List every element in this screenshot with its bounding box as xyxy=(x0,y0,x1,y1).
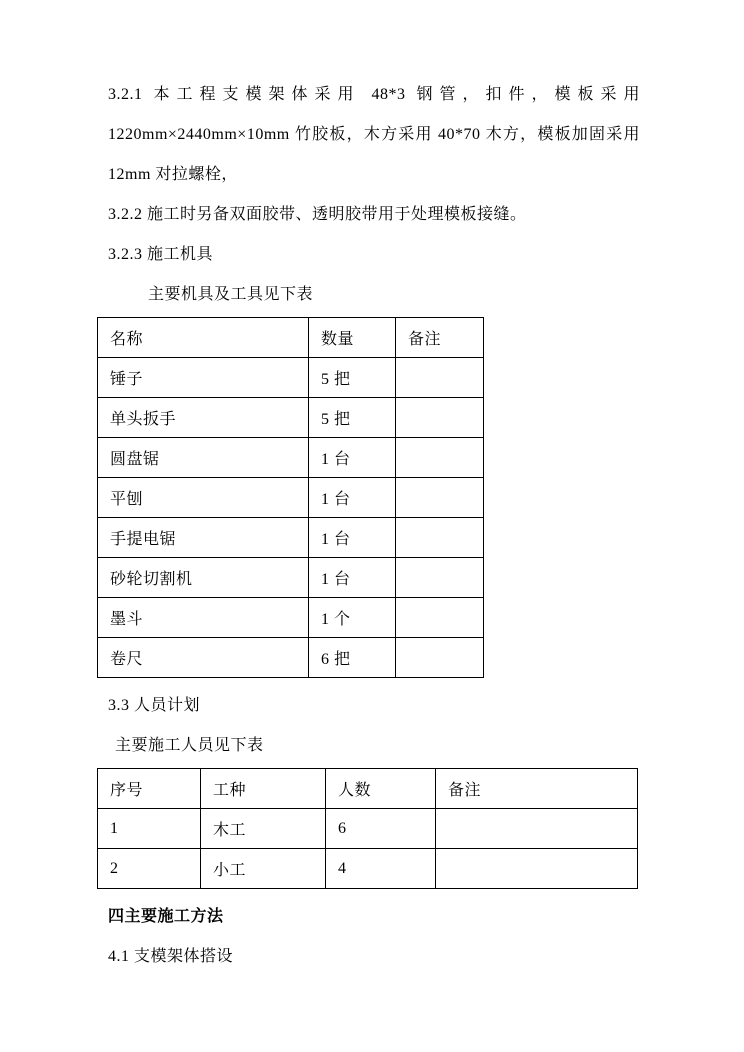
table-row xyxy=(98,558,484,598)
heading-section-4: 四主要施工方法 xyxy=(108,908,224,925)
tool-note-cell xyxy=(396,598,484,638)
tools-table-caption: 主要机具及工具见下表 xyxy=(148,286,314,303)
tool-qty-cell: 1 台 xyxy=(309,558,396,598)
tool-qty-cell: 1 台 xyxy=(309,518,396,558)
staff-table-caption: 主要施工人员见下表 xyxy=(115,737,264,754)
paragraph-4-1: 4.1 支模架体搭设 xyxy=(108,948,234,965)
tool-qty-cell: 6 把 xyxy=(309,638,396,678)
tools-header-name: 名称 xyxy=(98,318,309,358)
tool-qty-cell: 5 把 xyxy=(309,358,396,398)
tool-qty-cell: 1 台 xyxy=(309,478,396,518)
staff-no-cell: 1 xyxy=(98,809,201,849)
tool-note-cell xyxy=(396,438,484,478)
staff-header-note: 备注 xyxy=(436,769,638,809)
table-row xyxy=(98,849,638,889)
table-row xyxy=(98,398,484,438)
staff-header-count: 人数 xyxy=(326,769,436,809)
staff-type-cell: 木工 xyxy=(201,809,326,849)
staff-count-cell: 6 xyxy=(326,809,436,849)
tool-qty-cell: 5 把 xyxy=(309,398,396,438)
tool-note-cell xyxy=(396,358,484,398)
tool-note-cell xyxy=(396,478,484,518)
staff-table xyxy=(97,768,638,889)
tool-note-cell xyxy=(396,638,484,678)
table-row xyxy=(98,809,638,849)
table-row xyxy=(98,438,484,478)
tools-table xyxy=(97,317,484,678)
staff-no-cell: 2 xyxy=(98,849,201,889)
staff-note-cell xyxy=(436,809,638,849)
table-row xyxy=(98,478,484,518)
heading-3-3: 3.3 人员计划 xyxy=(108,697,201,714)
tool-note-cell xyxy=(396,558,484,598)
tool-name-cell: 卷尺 xyxy=(98,638,309,678)
tool-name-cell: 墨斗 xyxy=(98,598,309,638)
heading-3-2-3: 3.2.3 施工机具 xyxy=(108,246,214,263)
tool-name-cell: 圆盘锯 xyxy=(98,438,309,478)
tool-name-cell: 单头扳手 xyxy=(98,398,309,438)
tools-table-header-row xyxy=(98,318,484,358)
paragraph-3-2-2: 3.2.2 施工时另备双面胶带、透明胶带用于处理模板接缝。 xyxy=(108,206,527,223)
tools-header-note: 备注 xyxy=(396,318,484,358)
tool-name-cell: 锤子 xyxy=(98,358,309,398)
tool-qty-cell: 1 个 xyxy=(309,598,396,638)
staff-table-header-row xyxy=(98,769,638,809)
table-row xyxy=(98,358,484,398)
tool-name-cell: 手提电锯 xyxy=(98,518,309,558)
tool-name-cell: 平刨 xyxy=(98,478,309,518)
paragraph-3-2-1: 3.2.1 本工程支模架体采用 48*3 钢管，扣件，模板采用 1220mm×2440mm×10mm 竹胶板，木方采用 40*70 木方，模板加固采用 12mm 对拉螺栓， xyxy=(108,86,640,183)
staff-header-no: 序号 xyxy=(98,769,201,809)
staff-note-cell xyxy=(436,849,638,889)
table-row xyxy=(98,638,484,678)
staff-header-type: 工种 xyxy=(201,769,326,809)
staff-count-cell: 4 xyxy=(326,849,436,889)
staff-type-cell: 小工 xyxy=(201,849,326,889)
tool-note-cell xyxy=(396,398,484,438)
tool-qty-cell: 1 台 xyxy=(309,438,396,478)
tools-header-qty: 数量 xyxy=(309,318,396,358)
table-row xyxy=(98,598,484,638)
tool-name-cell: 砂轮切割机 xyxy=(98,558,309,598)
tool-note-cell xyxy=(396,518,484,558)
table-row xyxy=(98,518,484,558)
